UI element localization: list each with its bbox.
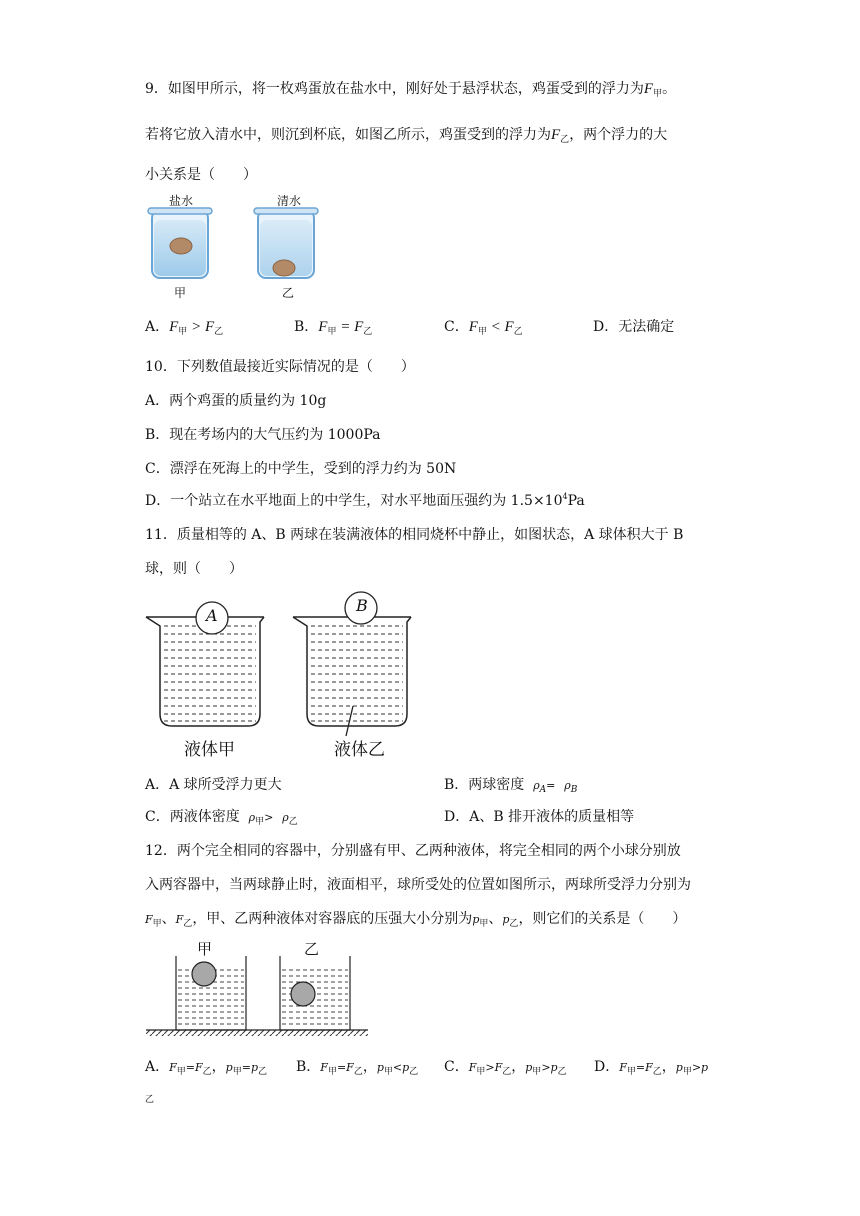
q12-ball-right (291, 982, 315, 1006)
q12-label-jia: 甲 (197, 940, 213, 958)
q11-label-liquid-yi: 液体乙 (334, 740, 385, 760)
q12-option-c: C．$F_甲>F_乙$，$p_甲>p_乙$ (444, 1059, 567, 1077)
q9-beaker-right (254, 208, 318, 278)
q10-option-a: A．两个鸡蛋的质量约为 10g (145, 393, 327, 409)
q11-ball-a-label: A (206, 606, 218, 625)
q9-egg-suspended (170, 238, 192, 254)
q9-line1: 9．如图甲所示，将一枚鸡蛋放在盐水中，刚好处于悬浮状态，鸡蛋受到的浮力为$F_甲$。 (145, 81, 677, 99)
q12-option-d: D．$F_甲=F_乙$，$p_甲>p$ (594, 1059, 709, 1077)
q12-line1: 12．两个完全相同的容器中，分别盛有甲、乙两种液体，将完全相同的两个小球分别放 (145, 843, 681, 859)
q10-stem: 10．下列数值最接近实际情况的是（ ） (145, 359, 415, 375)
q9-option-a: A．$F_甲 > F_乙$ (145, 319, 224, 337)
q11-option-c: C．两液体密度 $\rho_甲> \rho_乙$ (145, 809, 298, 827)
q11-beaker-left (146, 617, 264, 726)
q11-line2: 球，则（ ） (145, 561, 243, 577)
q11-liquid-right (311, 626, 403, 721)
q9-label-clear-water: 清水 (277, 194, 302, 208)
q12-ground (146, 1030, 368, 1036)
q12-option-b: B．$F_甲=F_乙$，$p_甲<p_乙$ (296, 1059, 419, 1077)
q9-option-c: C．$F_甲 < F_乙$ (444, 319, 523, 337)
q9-label-yi: 乙 (282, 286, 295, 300)
q9-beaker-left (148, 208, 212, 278)
q12-label-yi: 乙 (304, 940, 320, 958)
q9-egg-sunk (273, 260, 295, 276)
q10-option-b: B．现在考场内的大气压约为 1000Pa (145, 427, 381, 443)
q9-line3: 小关系是（ ） (145, 167, 257, 183)
q9-option-b: B．$F_甲 = F_乙$ (294, 319, 373, 337)
q12-line2: 入两容器中，当两球静止时，液面相平，球所受处的位置如图所示，两球所受浮力分别为 (145, 877, 691, 893)
q12-containers-figure (146, 956, 370, 1036)
q12-option-d-wrap: 乙 (145, 1095, 155, 1105)
q9-beakers-figure (146, 206, 326, 286)
q9-label-salt-water: 盐水 (169, 194, 194, 208)
q11-ball-b-label: B (356, 596, 368, 615)
q11-line1: 11．质量相等的 A、B 两球在装满液体的相同烧杯中静止，如图状态，A 球体积大于 B (145, 527, 684, 543)
q11-option-b: B．两球密度 $\rho_A= \rho_B$ (444, 777, 578, 795)
q9-label-jia: 甲 (174, 286, 187, 300)
q11-option-d: D．A、B 排开液体的质量相等 (444, 809, 635, 825)
q12-ball-left (192, 962, 216, 986)
q10-option-c: C．漂浮在死海上的中学生，受到的浮力约为 50N (145, 461, 457, 477)
q9-option-d: D．无法确定 (593, 319, 675, 335)
q11-option-a: A．A 球所受浮力更大 (145, 777, 282, 793)
q11-label-liquid-jia: 液体甲 (184, 740, 235, 760)
q11-liquid-left (164, 626, 256, 721)
q11-beakers-figure (140, 596, 430, 736)
q12-option-a: A．$F_甲=F_乙$，$p_甲=p_乙$ (145, 1059, 267, 1077)
q12-line3: $F_甲$、$F_乙$，甲、乙两种液体对容器底的压强大小分别为$p_甲$、$p_乙$，则它们的关系是（ ） (145, 911, 687, 929)
q9-line2: 若将它放入清水中，则沉到杯底，如图乙所示，鸡蛋受到的浮力为$F_乙$，两个浮力的大 (145, 127, 668, 145)
q10-option-d: D．一个站立在水平地面上的中学生，对水平地面压强约为 $1.5\times 10^4Pa$ (145, 492, 585, 509)
